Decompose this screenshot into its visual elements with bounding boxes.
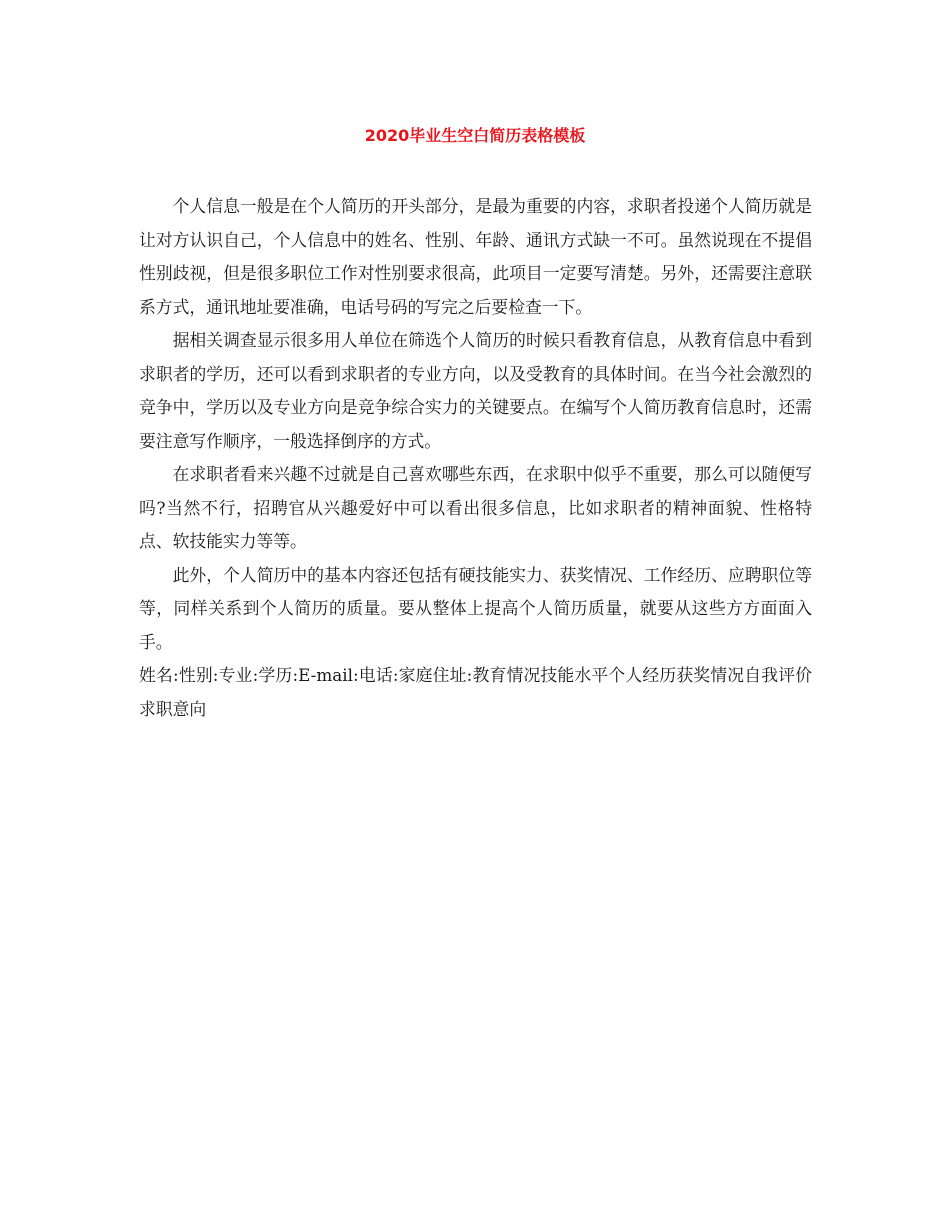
document-title: 2020毕业生空白简历表格模板 <box>364 126 586 145</box>
paragraph-other-content: 此外，个人简历中的基本内容还包括有硬技能实力、获奖情况、工作经历、应聘职位等等，同样关系到个人简历的质量。要从整体上提高个人简历质量，就要从这些方方面面入手。 <box>139 564 812 652</box>
paragraph-education-info: 据相关调查显示很多用人单位在筛选个人简历的时候只看教育信息，从教育信息中看到求职者的学历，还可以看到求职者的专业方向，以及受教育的具体时间。在当今社会激烈的竞争中，学历以及专业方向是竞争综合实力的关键要点。在编写个人简历教育信息时，还需要注意写作顺序，一般选择倒序的方式。 <box>139 330 812 451</box>
paragraph-personal-info: 个人信息一般是在个人简历的开头部分，是最为重要的内容，求职者投递个人简历就是让对方认识自己，个人信息中的姓名、性别、年龄、通讯方式缺一不可。虽然说现在不提倡性别歧视，但是很多职位工作对性别要求很高，此项目一定要写清楚。另外，还需要注意联系方式，通讯地址要准确，电话号码的写完之后要检查一下。 <box>139 196 812 317</box>
document-body <box>139 190 812 726</box>
resume-fields-line: 姓名:性别:专业:学历:E-mail:电话:家庭住址:教育情况技能水平个人经历获奖情况自我评价求职意向 <box>139 665 812 719</box>
paragraph-interests: 在求职者看来兴趣不过就是自己喜欢哪些东西，在求职中似乎不重要，那么可以随便写吗?当然不行，招聘官从兴趣爱好中可以看出很多信息，比如求职者的精神面貌、性格特点、软技能实力等等。 <box>139 464 812 551</box>
